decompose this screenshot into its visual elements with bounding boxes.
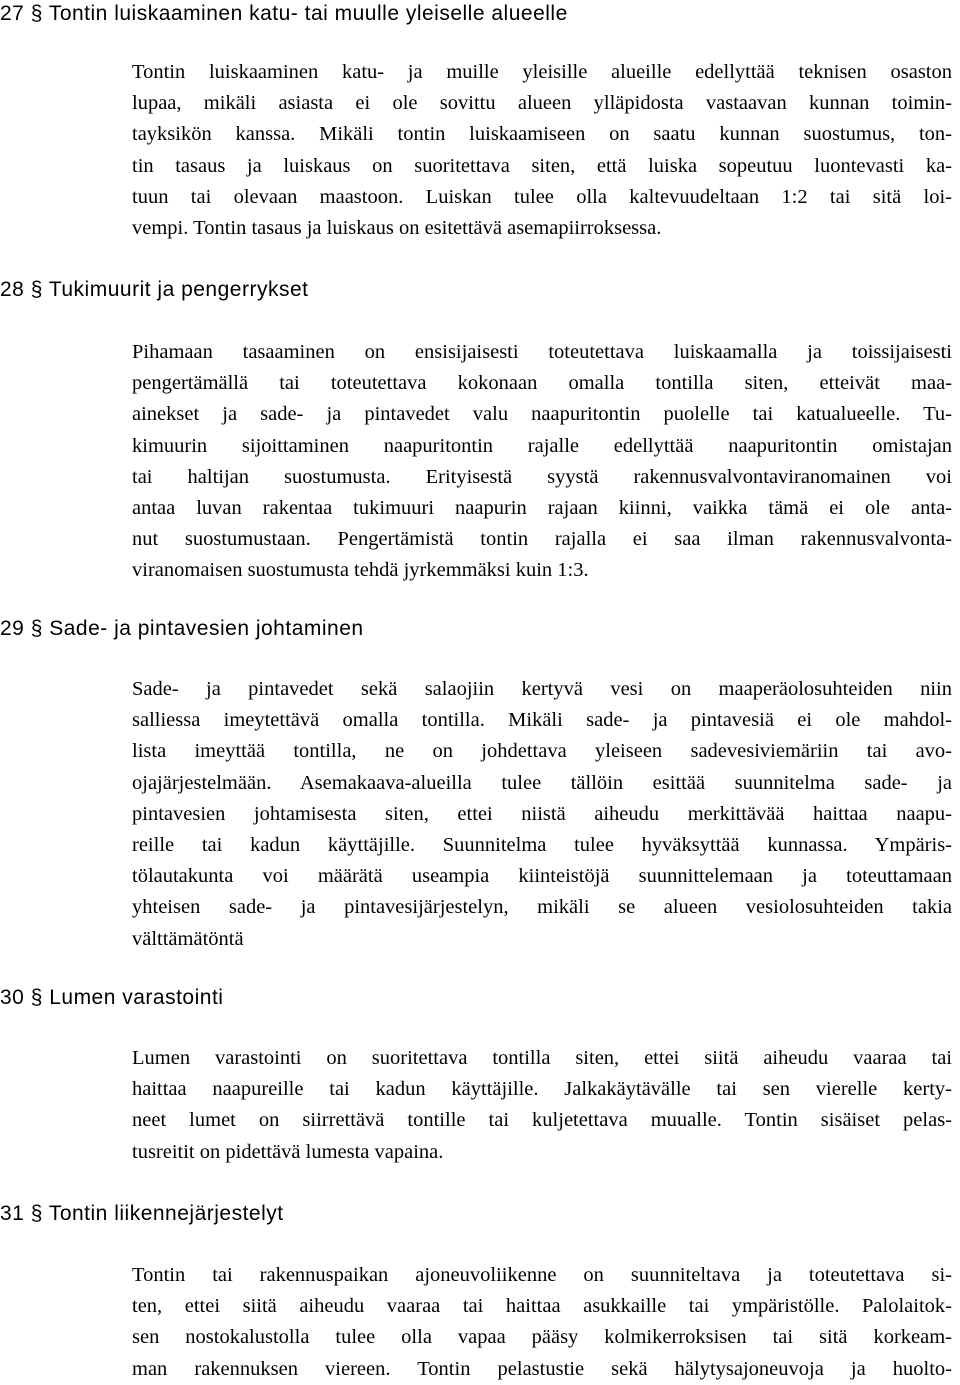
- paragraph-line: man rakennuksen viereen. Tontin pelastustie sekä hälytysajoneuvoja ja huolto-: [132, 1357, 952, 1380]
- paragraph-line: vempi. Tontin tasaus ja luiskaus on esitettävä asemapiirroksessa.: [132, 217, 662, 240]
- section-heading: 28 § Tukimuurit ja pengerrykset: [0, 278, 309, 301]
- paragraph-line: neet lumet on siirrettävä tontille tai kuljetettava muualle. Tontin sisäiset pelas-: [132, 1109, 952, 1132]
- paragraph-line: ten, ettei siitä aiheudu vaaraa tai haittaa asukkaille tai ympäristölle. Palolaitok-: [132, 1295, 952, 1318]
- paragraph-line: salliessa imeytettävä omalla tontilla. Mikäli sade- ja pintavesiä ei ole mahdol-: [132, 709, 952, 732]
- section-heading: 31 § Tontin liikennejärjestelyt: [0, 1202, 284, 1225]
- paragraph-line: ojajärjestelmään. Asemakaava-alueilla tulee tällöin esittää suunnitelma sade- ja: [132, 771, 952, 794]
- paragraph-line: nut suostumustaan. Pengertämistä tontin rajalla ei saa ilman rakennusvalvonta-: [132, 528, 952, 551]
- section-paragraph: [132, 57, 952, 244]
- paragraph-line: tölautakunta voi määrätä useampia kiinteistöjä suunnittelemaan ja toteuttamaan: [132, 865, 952, 888]
- paragraph-line: lista imeyttää tontilla, ne on johdettava yleiseen sadevesiviemäriin tai avo-: [132, 740, 952, 763]
- section-paragraph: [132, 1043, 952, 1168]
- paragraph-line: viranomaisen suostumusta tehdä jyrkemmäksi kuin 1:3.: [132, 559, 589, 582]
- paragraph-line: reille tai kadun käyttäjille. Suunnitelma tulee hyväksyttää kunnassa. Ympäris-: [132, 834, 952, 857]
- paragraph-line: antaa luvan rakentaa tukimuuri naapurin rajaan kiinni, vaikka tämä ei ole anta-: [132, 497, 952, 520]
- paragraph-line: pintavesien johtamisesta siten, ettei niistä aiheudu merkittävää haittaa naapu-: [132, 802, 952, 825]
- section-paragraph: [132, 337, 952, 587]
- paragraph-line: Tontin luiskaaminen katu- ja muille yleisille alueille edellyttää teknisen osaston: [132, 61, 952, 83]
- paragraph-line: Lumen varastointi on suoritettava tontilla siten, ettei siitä aiheudu vaaraa tai: [132, 1047, 952, 1069]
- paragraph-line: tai haltijan suostumusta. Erityisestä syystä rakennusvalvontaviranomainen voi: [132, 465, 952, 488]
- paragraph-line: kimuurin sijoittaminen naapuritontin rajalle edellyttää naapuritontin omistajan: [132, 434, 952, 457]
- paragraph-line: tusreitit on pidettävä lumesta vapaina.: [132, 1140, 444, 1163]
- paragraph-line: lupaa, mikäli asiasta ei ole sovittu alueen ylläpidosta vastaavan kunnan toimin-: [132, 92, 952, 115]
- paragraph-line: haittaa naapureille tai kadun käyttäjille. Jalkakäytävälle tai sen vierelle kerty-: [132, 1078, 952, 1101]
- section-paragraph: [132, 674, 952, 955]
- paragraph-line: tuun tai olevaan maastoon. Luiskan tulee olla kaltevuudeltaan 1:2 tai sitä loi-: [132, 185, 952, 208]
- section-heading: 29 § Sade- ja pintavesien johtaminen: [0, 617, 364, 640]
- section-heading: 27 § Tontin luiskaaminen katu- tai muulle yleiselle alueelle: [0, 2, 568, 25]
- paragraph-line: pengertämällä tai toteutettava kokonaan omalla tontilla siten, etteivät maa-: [132, 372, 952, 395]
- paragraph-line: tayksikön kanssa. Mikäli tontin luiskaamiseen on saatu kunnan suostumus, ton-: [132, 123, 952, 146]
- paragraph-line: tin tasaus ja luiskaus on suoritettava siten, että luiska sopeutuu luontevasti ka-: [132, 154, 952, 177]
- paragraph-line: sen nostokalustolla tulee olla vapaa pääsy kolmikerroksisen tai sitä korkeam-: [132, 1326, 952, 1349]
- paragraph-line: ainekset ja sade- ja pintavedet valu naapuritontin puolelle tai katualueelle. Tu-: [132, 403, 952, 426]
- paragraph-line: Tontin tai rakennuspaikan ajoneuvoliikenne on suunniteltava ja toteutettava si-: [132, 1264, 952, 1286]
- section-heading: 30 § Lumen varastointi: [0, 986, 224, 1009]
- paragraph-line: yhteisen sade- ja pintavesijärjestelyn, mikäli se alueen vesiolosuhteiden takia: [132, 896, 952, 919]
- section-paragraph: [132, 1260, 952, 1385]
- paragraph-line: välttämätöntä: [132, 927, 244, 950]
- paragraph-line: Sade- ja pintavedet sekä salaojiin kertyvä vesi on maaperäolosuhteiden niin: [132, 678, 952, 700]
- paragraph-line: Pihamaan tasaaminen on ensisijaisesti toteutettava luiskaamalla ja toissijaisesti: [132, 341, 952, 363]
